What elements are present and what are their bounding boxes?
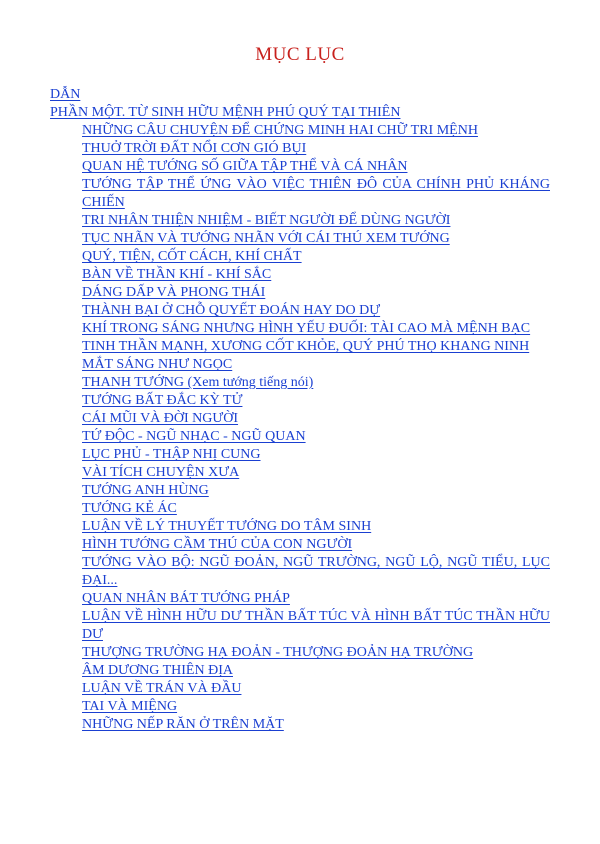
page-title: MỤC LỤC [255, 44, 345, 65]
toc-entry-link[interactable]: THÀNH BẠI Ở CHỖ QUYẾT ĐOÁN HAY DO DỰ [82, 303, 381, 318]
toc-entry-link[interactable]: BÀN VỀ THẦN KHÍ - KHÍ SẮC [82, 267, 272, 282]
toc-entry-link[interactable]: LỤC PHỦ - THẬP NHỊ CUNG [82, 447, 261, 462]
toc-entry-link[interactable]: TƯỚNG ANH HÙNG [82, 483, 209, 498]
toc-entry-link[interactable]: THƯỢNG TRƯỜNG HẠ ĐOẢN - THƯỢNG ĐOẢN HẠ TRƯỜNG [82, 645, 474, 660]
toc-entry-link[interactable]: THUỞ TRỜI ĐẤT NỔI CƠN GIÓ BỤI [82, 141, 307, 156]
toc-entry-link[interactable]: PHẦN MỘT. TỪ SINH HỮU MỆNH PHÚ QUÝ TẠI THIÊN [50, 105, 401, 120]
toc-entry-link[interactable]: LUẬN VỀ LÝ THUYẾT TƯỚNG DO TÂM SINH [82, 519, 372, 534]
toc-entry-link[interactable]: TINH THẦN MẠNH, XƯƠNG CỐT KHỎE, QUÝ PHÚ THỌ KHANG NINH [82, 339, 530, 354]
toc-entry-link[interactable]: DẪN [50, 87, 81, 102]
toc-entry-link[interactable]: THANH TƯỚNG (Xem tướng tiếng nói) [82, 375, 314, 390]
toc-entry-link[interactable]: KHÍ TRONG SÁNG NHƯNG HÌNH YẾU ĐUỐI: TÀI CAO MÀ MỆNH BẠC [82, 321, 531, 336]
toc-entry-link[interactable]: ÂM DƯƠNG THIÊN ĐỊA [82, 663, 233, 678]
toc-entry-link[interactable]: TƯỚNG BẤT ĐẮC KỲ TỬ [82, 393, 243, 408]
toc-entry-link[interactable]: LUẬN VỀ HÌNH HỮU DƯ THẦN BẤT TÚC VÀ HÌNH BẤT TÚC THẦN HỮU DƯ [82, 609, 550, 642]
toc-entry-link[interactable]: CÁI MŨI VÀ ĐỜI NGƯỜI [82, 411, 239, 426]
toc-entry-link[interactable]: TƯỚNG TẬP THỂ ỨNG VÀO VIỆC THIÊN ĐÔ CỦA CHÍNH PHỦ KHÁNG CHIẾN [82, 177, 550, 210]
toc-entry-link[interactable]: TRI NHÂN THIỆN NHIỆM - BIẾT NGƯỜI ĐỂ DÙNG NGƯỜI [82, 213, 451, 228]
toc-entry-link[interactable]: TỤC NHÃN VÀ TƯỚNG NHÃN VỚI CÁI THÚ XEM TƯỚNG [82, 231, 450, 246]
toc-entry-link[interactable]: DÁNG DẤP VÀ PHONG THÁI [82, 285, 266, 300]
toc-entry-link[interactable]: NHỮNG NẾP RĂN Ở TRÊN MẶT [82, 717, 284, 732]
toc-entry-link[interactable]: TAI VÀ MIỆNG [82, 699, 178, 714]
toc-entry-link[interactable]: TƯỚNG KẺ ÁC [82, 501, 177, 516]
table-of-contents [50, 86, 550, 734]
toc-entry-link[interactable]: TỨ ĐỘC - NGŨ NHẠC - NGŨ QUAN [82, 429, 306, 444]
toc-entry-link[interactable]: VÀI TÍCH CHUYỆN XƯA [82, 465, 240, 480]
toc-entry-link[interactable]: QUAN NHÂN BÁT TƯỚNG PHÁP [82, 591, 290, 606]
toc-entry-link[interactable]: NHỮNG CÂU CHUYỆN ĐỂ CHỨNG MINH HAI CHỮ TRI MỆNH [82, 123, 478, 138]
toc-entry-link[interactable]: QUÝ, TIỆN, CỐT CÁCH, KHÍ CHẤT [82, 249, 302, 264]
toc-entry-link[interactable]: MẮT SÁNG NHƯ NGỌC [82, 357, 233, 372]
toc-entry-link[interactable]: LUẬN VỀ TRÁN VÀ ĐẦU [82, 681, 242, 696]
toc-entry-link[interactable]: HÌNH TƯỚNG CẦM THÚ CỦA CON NGƯỜI [82, 537, 353, 552]
toc-entry-link[interactable]: QUAN HỆ TƯỚNG SỐ GIỮA TẬP THỂ VÀ CÁ NHÂN [82, 159, 408, 174]
toc-entry-link[interactable]: TƯỚNG VÀO BỘ: NGŨ ĐOẢN, NGŨ TRƯỜNG, NGŨ LỘ, NGŨ TIỂU, LỤC ĐẠI... [82, 555, 550, 588]
